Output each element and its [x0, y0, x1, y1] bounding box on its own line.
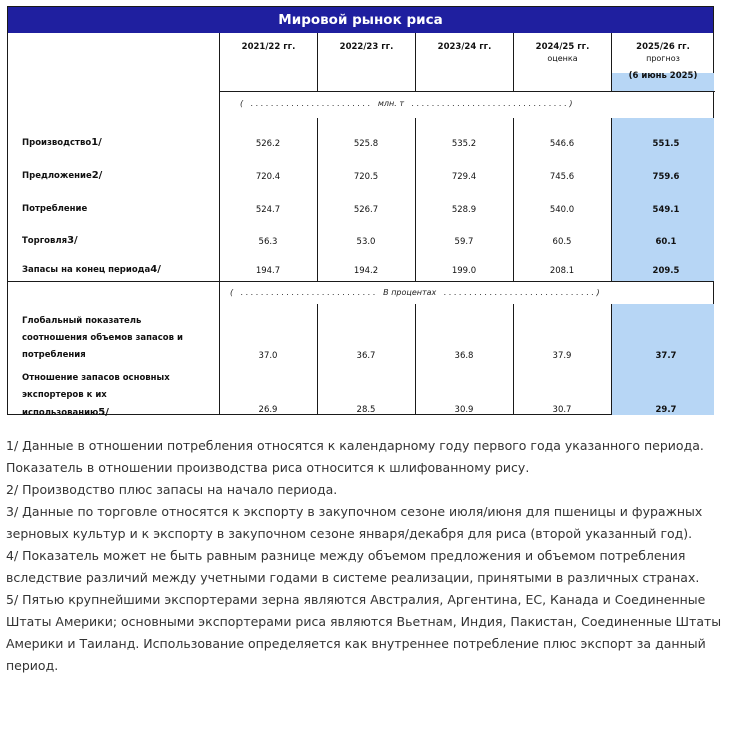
table-cell: 194.2: [353, 266, 379, 276]
col-divider: [513, 118, 514, 281]
table-cell: 60.1: [655, 237, 677, 247]
table-cell: 745.6: [549, 172, 575, 182]
row-label-consumption: Потребление: [22, 204, 88, 214]
table-cell: 759.6: [652, 172, 680, 182]
col-header-label: 2025/26 гг.: [636, 42, 690, 52]
col-divider: [415, 304, 416, 415]
table-cell: 549.1: [652, 205, 680, 215]
table-cell: 29.7: [655, 405, 677, 415]
table-cell: 37.9: [552, 351, 572, 361]
col-header-sub: оценка: [547, 54, 578, 63]
table-cell: 36.8: [454, 351, 474, 361]
rice-market-table: [7, 6, 714, 418]
unit-mln: ( . . . . . . . . . . . . . . . . . . . . . . . . млн. т . . . . . . . . . . . . . . . . . . . . . . . . . . . . . . . ): [240, 99, 573, 108]
table-cell: 535.2: [451, 139, 477, 149]
col-header-4: [514, 41, 611, 65]
col-divider: [317, 118, 318, 281]
table-cell: 56.3: [258, 237, 278, 247]
row-label-production: Производство1/: [22, 137, 102, 148]
table-cell: 526.2: [255, 139, 281, 149]
col-header-label: 2022/23 гг.: [339, 42, 394, 52]
row-divider: [8, 281, 713, 282]
col-header-label: 2021/22 гг.: [241, 42, 296, 52]
col-header-sub: прогноз: [646, 54, 680, 63]
table-cell: 526.7: [353, 205, 379, 215]
footnote-3: 3/ Данные по торговле относятся к экспорту в закупочном сезоне июля/июня для пшеницы и фуражных зерновых культур и к экспорту в закупочном сезоне января/декабря для риса (второй указанный год).: [6, 504, 703, 541]
footnote-1: 1/ Данные в отношении потребления относятся к календарному году первого года указанного периода. Показатель в отношении производства риса относится к шлифованному рису.: [6, 438, 704, 475]
table-cell: 524.7: [255, 205, 281, 215]
col-header-label: 2023/24 гг.: [437, 42, 492, 52]
col-header-label: 2024/25 гг.: [535, 42, 590, 52]
table-cell: 209.5: [652, 266, 680, 276]
table-cell: 30.7: [552, 405, 572, 415]
unit-percent: ( . . . . . . . . . . . . . . . . . . . . . . . . . . . В процентах . . . . . . . . . . . . . . . . . . . . . . . . . . . . . . ): [230, 288, 600, 297]
table-cell: 37.7: [655, 351, 677, 361]
row-label-stocks-to-use: Глобальный показатель соотношения объемов запасов и потребления: [22, 316, 183, 360]
col-header-2: [318, 41, 415, 53]
table-cell: 36.7: [356, 351, 376, 361]
col-divider: [317, 304, 318, 415]
col-divider: [415, 118, 416, 281]
col-header-date: (6 июнь 2025): [628, 71, 698, 81]
table-cell: 528.9: [451, 205, 477, 215]
table-cell: 28.5: [356, 405, 376, 415]
table-cell: 720.5: [353, 172, 379, 182]
row-label-trade: Торговля3/: [22, 235, 78, 246]
table-cell: 37.0: [258, 351, 278, 361]
col-divider: [611, 304, 612, 415]
footnote-4: 4/ Показатель может не быть равным разнице между объемом предложения и объемом потребления вследствие различий между учетными годами в системе реализации, принятыми в различных странах.: [6, 548, 700, 585]
table-cell: 729.4: [451, 172, 477, 182]
footnotes: [6, 435, 731, 677]
col-header-3: [416, 41, 513, 53]
footnote-5: 5/ Пятью крупнейшими экспортерами зерна являются Австралия, Аргентина, ЕС, Канада и Соединенные Штаты Америки; основными экспортерами риса являются Вьетнам, Индия, Пакистан, Соединенные Штаты Америки и Таиланд. Использование определяется как внутреннее потребление плюс экспорт за данный период.: [6, 592, 722, 673]
table-title: Мировой рынок риса: [8, 7, 713, 33]
table-cell: 59.7: [454, 237, 474, 247]
table-cell: 720.4: [255, 172, 281, 182]
table-cell: 199.0: [451, 266, 477, 276]
table-cell: 194.7: [255, 266, 281, 276]
footnote-2: 2/ Производство плюс запасы на начало периода.: [6, 482, 338, 497]
table-cell: 208.1: [549, 266, 575, 276]
table-cell: 53.0: [356, 237, 376, 247]
row-label-exporters-ratio: Отношение запасов основных экспортеров к их использованию5/: [22, 373, 170, 418]
col-header-5: [612, 41, 714, 82]
table-cell: 546.6: [549, 139, 575, 149]
col-divider: [611, 118, 612, 281]
table-cell: 30.9: [454, 405, 474, 415]
table-cell: 525.8: [353, 139, 379, 149]
table-cell: 60.5: [552, 237, 572, 247]
row-divider: [219, 91, 715, 92]
row-label-supply: Предложение2/: [22, 170, 103, 181]
table-cell: 26.9: [258, 405, 278, 415]
col-header-1: [220, 41, 317, 53]
col-divider: [513, 304, 514, 415]
table-cell: 540.0: [549, 205, 575, 215]
row-label-ending-stocks: Запасы на конец периода4/: [22, 264, 161, 275]
table-cell: 551.5: [652, 139, 680, 149]
